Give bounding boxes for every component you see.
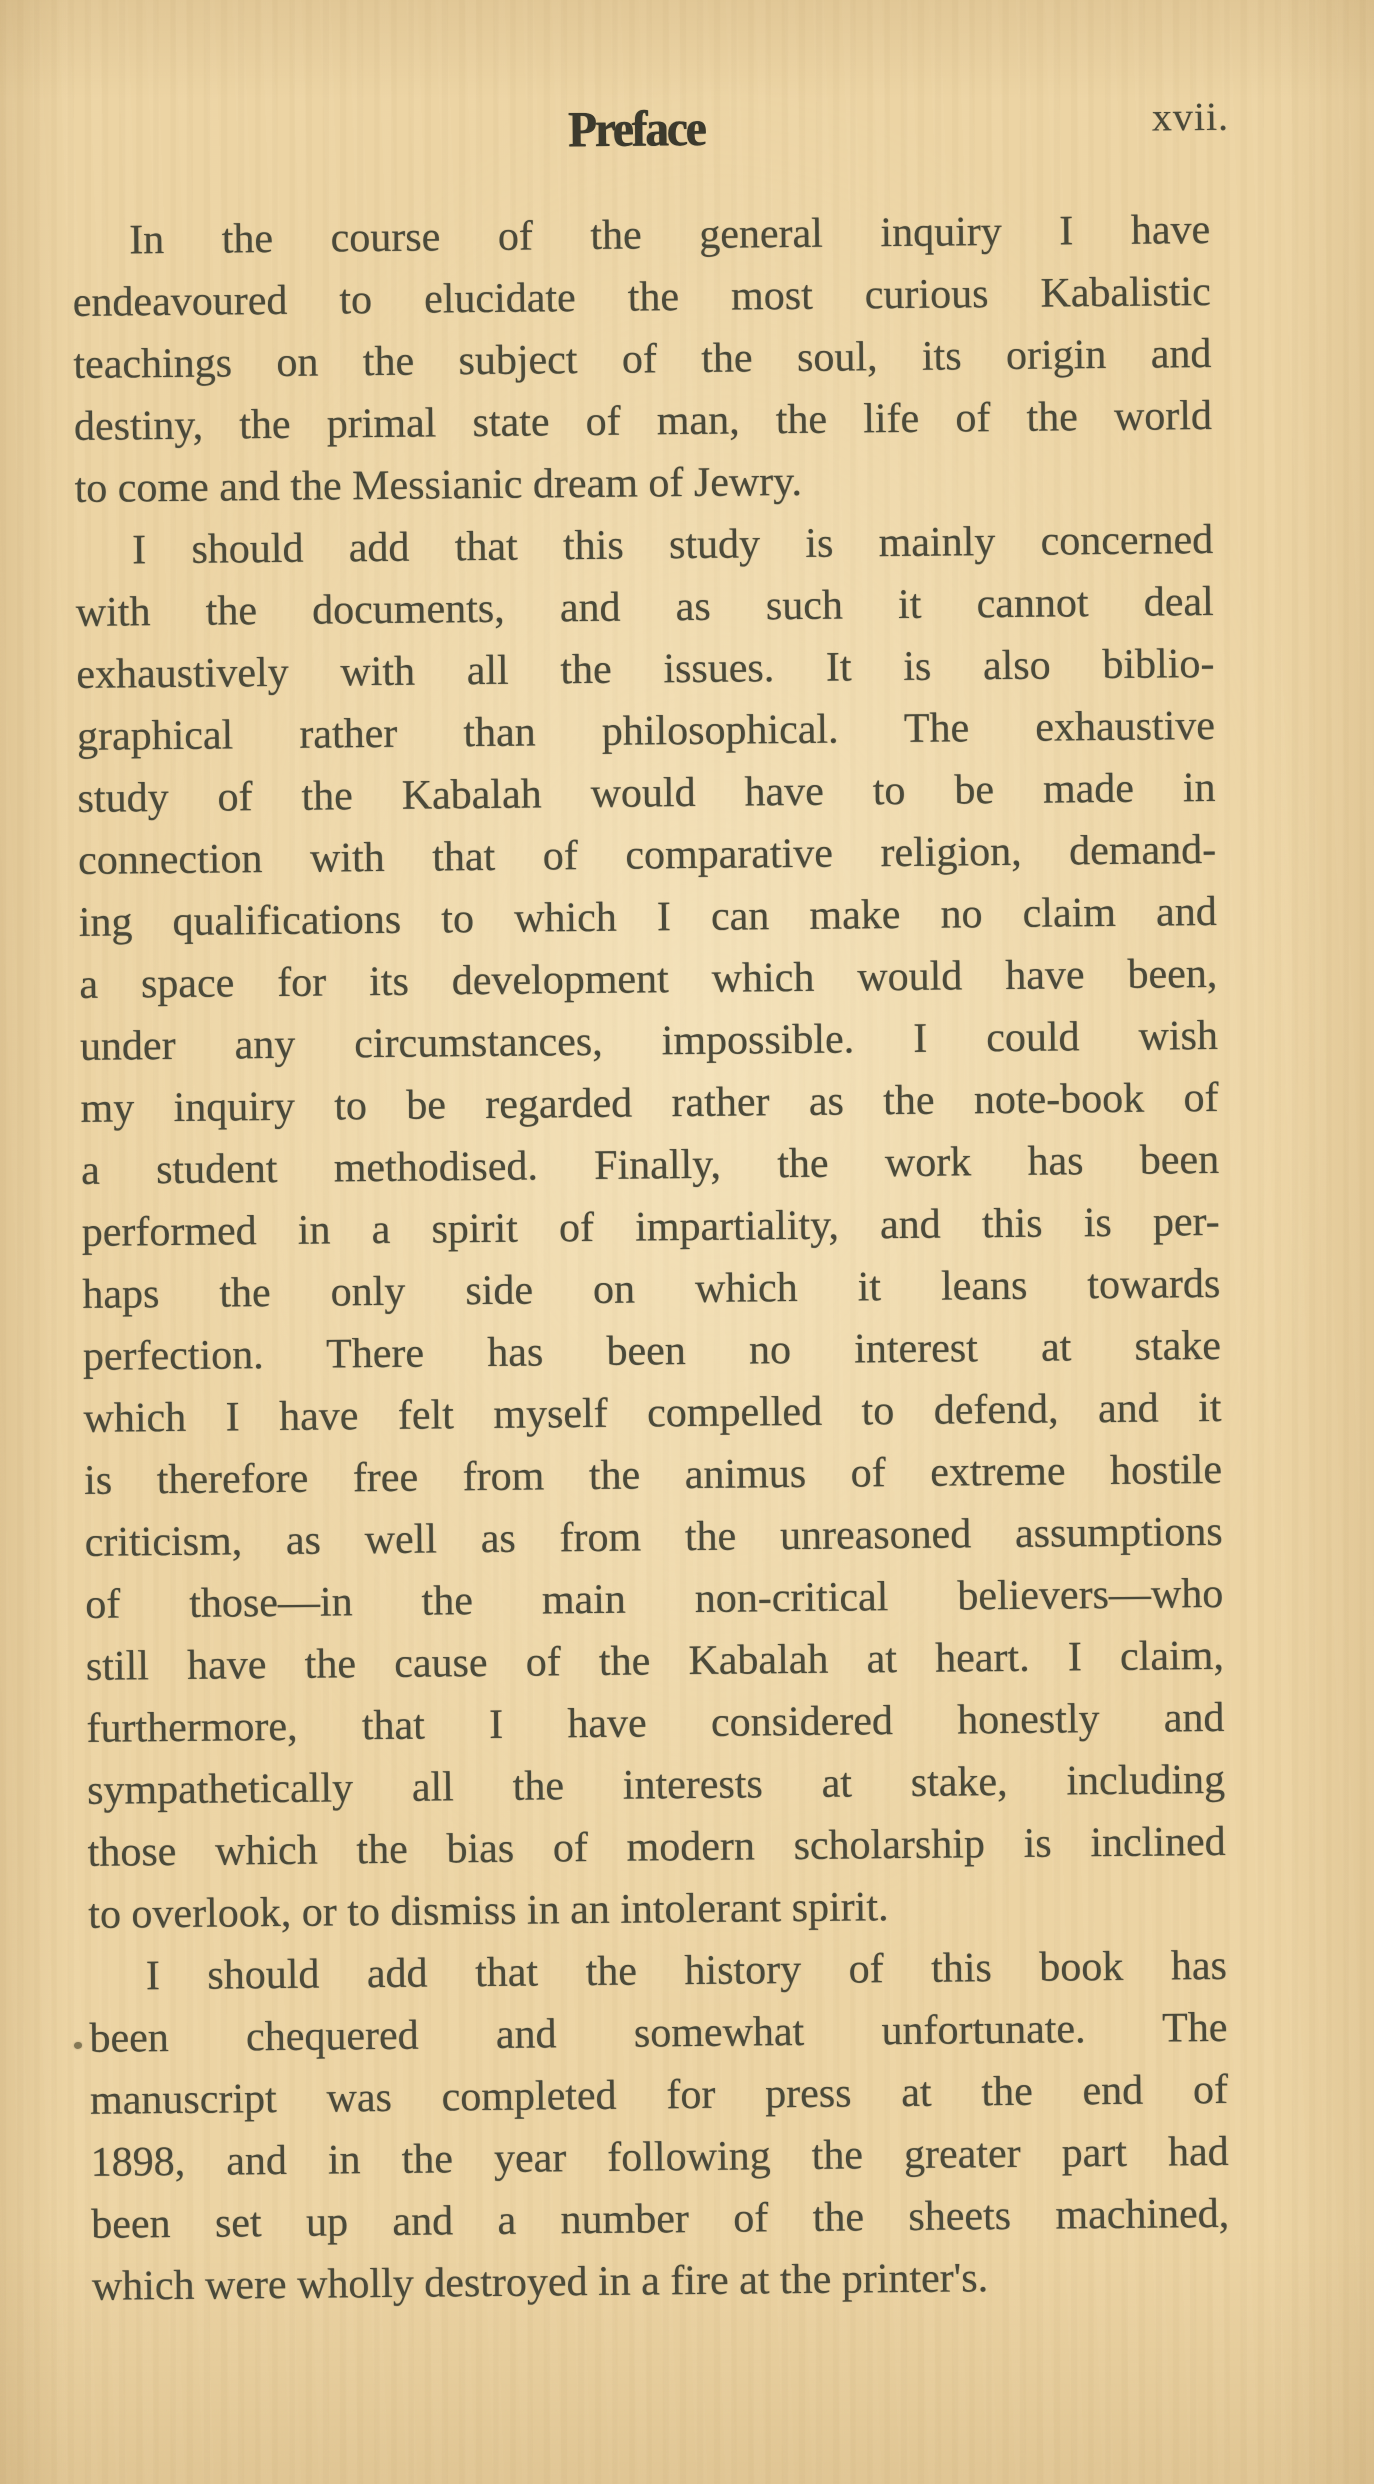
text-line: connection with that of comparative religion, demand- — [77, 826, 1217, 884]
text-line: ing qualifications to which I can make no claim and — [78, 888, 1217, 946]
text-line: study of the Kabalah would have to be made in — [77, 764, 1216, 822]
text-line: destiny, the primal state of man, the life of the world — [73, 392, 1213, 450]
text-line: 1898, and in the year following the greater part had — [90, 2128, 1229, 2186]
text-line: been set up and a number of the sheets machined, — [91, 2190, 1230, 2248]
text-line: those which the bias of modern scholarship is inclined — [87, 1818, 1226, 1876]
text-line: still have the cause of the Kabalah at heart. I claim, — [85, 1632, 1225, 1690]
text-line: to overlook, or to dismiss in an intolerant spirit. — [88, 1884, 889, 1938]
text-line: I should add that this study is mainly concerned — [131, 516, 1214, 574]
text-line: a student methodised. Finally, the work has been — [80, 1136, 1220, 1194]
page-number: xvii. — [1151, 93, 1230, 140]
paragraph — [75, 509, 1227, 1946]
text-line: to come and the Messianic dream of Jewry. — [74, 458, 803, 512]
text-line: In the course of the general inquiry I have — [128, 206, 1211, 264]
text-line: of those—in the main non-critical believers—who — [85, 1570, 1224, 1628]
preface-heading: Preface — [567, 100, 705, 159]
text-line: which were wholly destroyed in a fire at the printer's. — [91, 2255, 989, 2310]
text-line: sympathetically all the interests at stake, including — [86, 1756, 1226, 1814]
text-line: I should add that the history of this book has — [145, 1942, 1228, 2000]
text-line: exhaustively with all the issues. It is also biblio- — [76, 640, 1215, 698]
body-text — [72, 199, 1230, 2318]
text-line: a space for its development which would have been, — [79, 950, 1218, 1008]
text-line: which I have felt myself compelled to defend, and it — [83, 1384, 1222, 1442]
text-line: been chequered and somewhat unfortunate. The — [89, 2004, 1228, 2062]
text-line: my inquiry to be regarded rather as the note-book of — [80, 1074, 1219, 1132]
text-line: teachings on the subject of the soul, its origin and — [73, 330, 1212, 388]
text-line: graphical rather than philosophical. The exhaustive — [76, 702, 1216, 760]
text-line: manuscript was completed for press at the end of — [89, 2066, 1229, 2124]
text-line: furthermore, that I have considered honestly and — [86, 1694, 1225, 1752]
running-head — [71, 93, 1230, 178]
text-line: haps the only side on which it leans towards — [82, 1260, 1221, 1318]
text-line: under any circumstances, impossible. I could wish — [79, 1012, 1219, 1070]
text-line: criticism, as well as from the unreasoned assumptions — [84, 1508, 1223, 1566]
text-line: perfection. There has been no interest at stake — [82, 1322, 1222, 1380]
paragraph — [72, 199, 1213, 520]
paragraph — [89, 1935, 1231, 2318]
text-line: endeavoured to elucidate the most curious Kabalistic — [72, 268, 1211, 326]
text-line: is therefore free from the animus of extreme hostile — [83, 1446, 1223, 1504]
text-line: performed in a spirit of impartiality, and this is per- — [81, 1198, 1220, 1256]
text-line: with the documents, and as such it cannot deal — [75, 578, 1214, 636]
